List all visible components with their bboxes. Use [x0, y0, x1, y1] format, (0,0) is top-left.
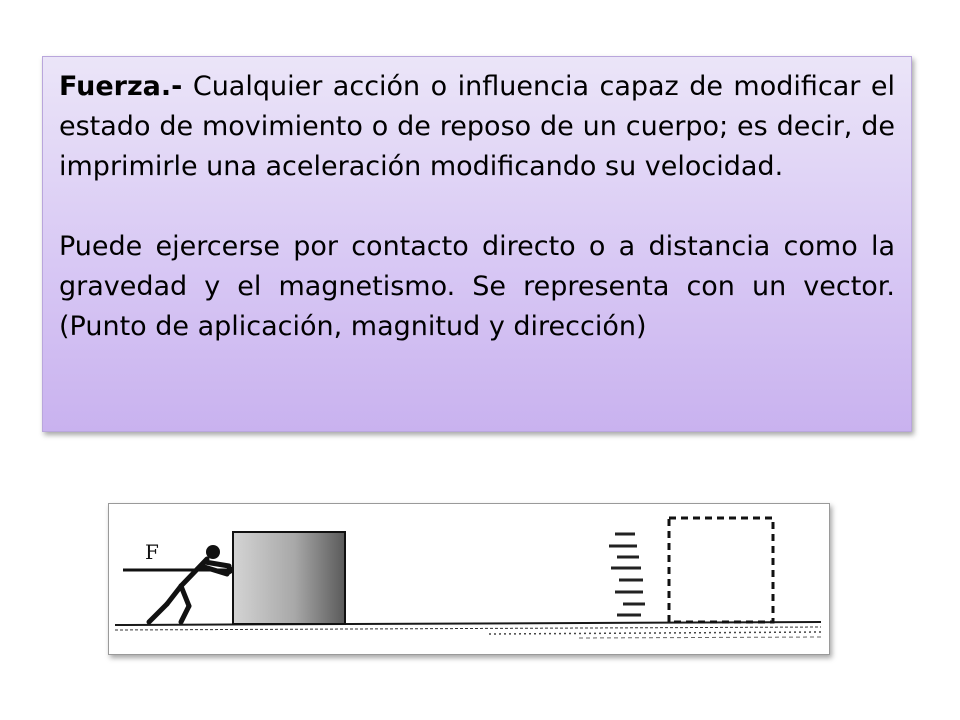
definition-paragraph: [59, 67, 895, 187]
motion-lines: [609, 534, 645, 615]
ground: [115, 622, 821, 638]
description-paragraph: Puede ejercerse por contacto directo o a distancia como la gravedad y el magnetismo. Se representa con un vector. (Punto de aplicación, magnitud y dirección): [59, 231, 895, 342]
moved-box-outline: [669, 518, 773, 622]
box: [233, 532, 345, 624]
definition-text: Cualquier acción o influencia capaz de modificar el estado de movimiento o de reposo de un cuerpo; es decir, de imprimirle una aceleración modificando su velocidad.: [59, 71, 895, 182]
definition-term: Fuerza.-: [59, 71, 183, 102]
force-label: F: [145, 540, 159, 564]
force-illustration: [108, 503, 830, 655]
force-illustration-drawing: [109, 504, 829, 654]
person-pushing-icon: [149, 545, 229, 622]
definition-text-box: [42, 56, 912, 432]
